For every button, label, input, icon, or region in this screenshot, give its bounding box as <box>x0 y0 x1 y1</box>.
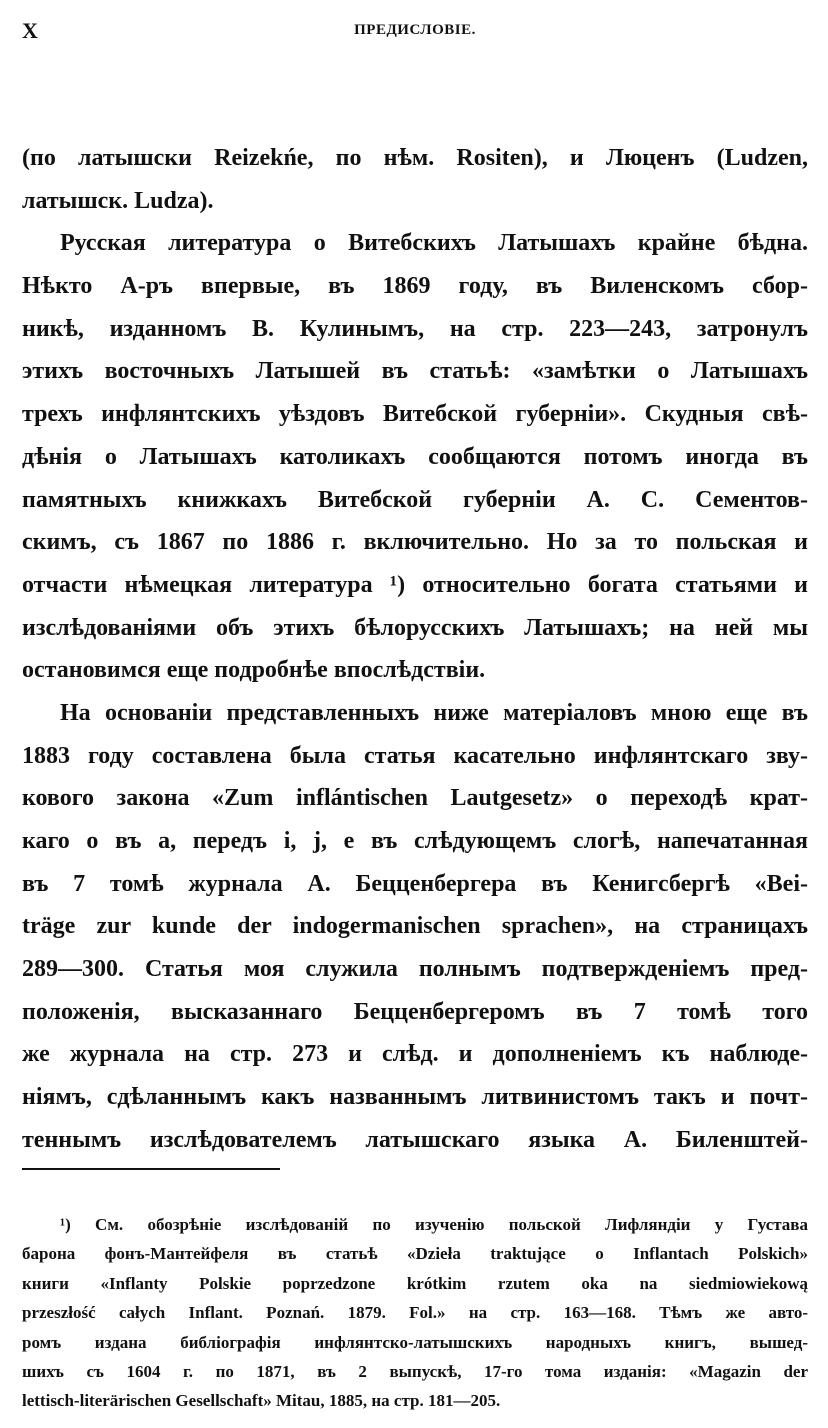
text-line: въ 7 томѣ журнала А. Бецценбергера въ Кенигсбергѣ «Bei- <box>22 870 808 897</box>
text-line: памятныхъ книжкахъ Витебской губерніи А. С. Сементов- <box>22 486 808 513</box>
page-number: X <box>22 18 38 43</box>
text-line: же журнала на стр. 273 и слѣд. и дополненіемъ къ наблюде- <box>22 1041 808 1068</box>
text-line: отчасти нѣмецкая литература ¹) относительно богата статьями и <box>22 571 808 598</box>
footnote-line: книги «Inflanty Polskie poprzedzone krótkim rzutem oka na siedmiowiekową <box>22 1273 808 1293</box>
footnote-line: барона фонъ-Мантейфеля въ статьѣ «Dzieła traktujące o Inflantach Polskich» <box>22 1244 808 1264</box>
text-line: кового закона «Zum inflántischen Lautgesetz» о переходѣ крат- <box>22 785 808 812</box>
footnote-line: ¹) См. обозрѣніе изслѣдованій по изученію польской Лифляндіи у Густава <box>60 1215 808 1234</box>
text-line: теннымъ изслѣдователемъ латышскаго языка А. Биленштей- <box>22 1126 808 1153</box>
text-line: никѣ, изданномъ В. Кулинымъ, на стр. 223—243, затронулъ <box>22 315 808 342</box>
footnote <box>22 1210 808 1416</box>
text-line: ніямъ, сдѣланнымъ какъ названнымъ литвинистомъ такъ и почт- <box>22 1084 808 1111</box>
footnote-rule <box>22 1168 280 1170</box>
footnote-line: шихъ съ 1604 г. по 1871, въ 2 выпускѣ, 17-го тома изданія: «Magazin der <box>22 1361 808 1381</box>
text-line: На основаніи представленныхъ ниже матеріаловъ мною еще въ <box>60 699 808 726</box>
text-line: Русская литература о Витебскихъ Латышахъ крайне бѣдна. <box>60 230 808 257</box>
text-line: (по латышски Reizekńe, по нѣм. Rositen), и Люценъ (Ludzen, <box>22 145 808 171</box>
text-line: каго о въ а, передъ i, j, e въ слѣдующемъ слогѣ, напечатанная <box>22 828 808 854</box>
text-line: Нѣкто А-ръ впервые, въ 1869 году, въ Виленскомъ сбор- <box>22 273 808 300</box>
text-line: дѣнія о Латышахъ католикахъ сообщаются потомъ иногда въ <box>22 443 808 470</box>
text-line: träge zur kunde der indogermanischen sprachen», на страницахъ <box>22 913 808 940</box>
text-line: скимъ, съ 1867 по 1886 г. включительно. Но за то польская и <box>22 529 808 556</box>
text-line: латышск. Ludza). <box>22 187 214 214</box>
text-line: изслѣдованіями объ этихъ бѣлорусскихъ Латышахъ; на ней мы <box>22 614 808 641</box>
running-title: ПРЕДИСЛОВІЕ. <box>354 22 476 38</box>
running-header <box>22 18 808 48</box>
footnote-line: ромъ издана библіографія инфлянтско-латышскихъ народныхъ книгъ, вышед- <box>22 1332 808 1352</box>
body-text <box>22 137 808 1162</box>
text-line: этихъ восточныхъ Латышей въ статьѣ: «замѣтки о Латышахъ <box>22 358 808 385</box>
text-line: остановимся еще подробнѣе впослѣдствіи. <box>22 657 486 684</box>
footnote-line: przeszłość całych Inflant. Poznań. 1879. Fol.» на стр. 163—168. Тѣмъ же авто- <box>22 1303 808 1323</box>
text-line: 1883 году составлена была статья касательно инфлянтскаго зву- <box>22 742 808 769</box>
text-line: трехъ инфлянтскихъ уѣздовъ Витебской губерніи». Скудныя свѣ- <box>22 401 808 428</box>
text-line: положенія, высказаннаго Бецценбергеромъ въ 7 томѣ того <box>22 998 808 1025</box>
footnote-line: lettisch-literärischen Gesellschaft» Mitau, 1885, на стр. 181—205. <box>22 1391 501 1411</box>
text-line: 289—300. Статья моя служила полнымъ подтвержденіемъ пред- <box>22 956 808 983</box>
